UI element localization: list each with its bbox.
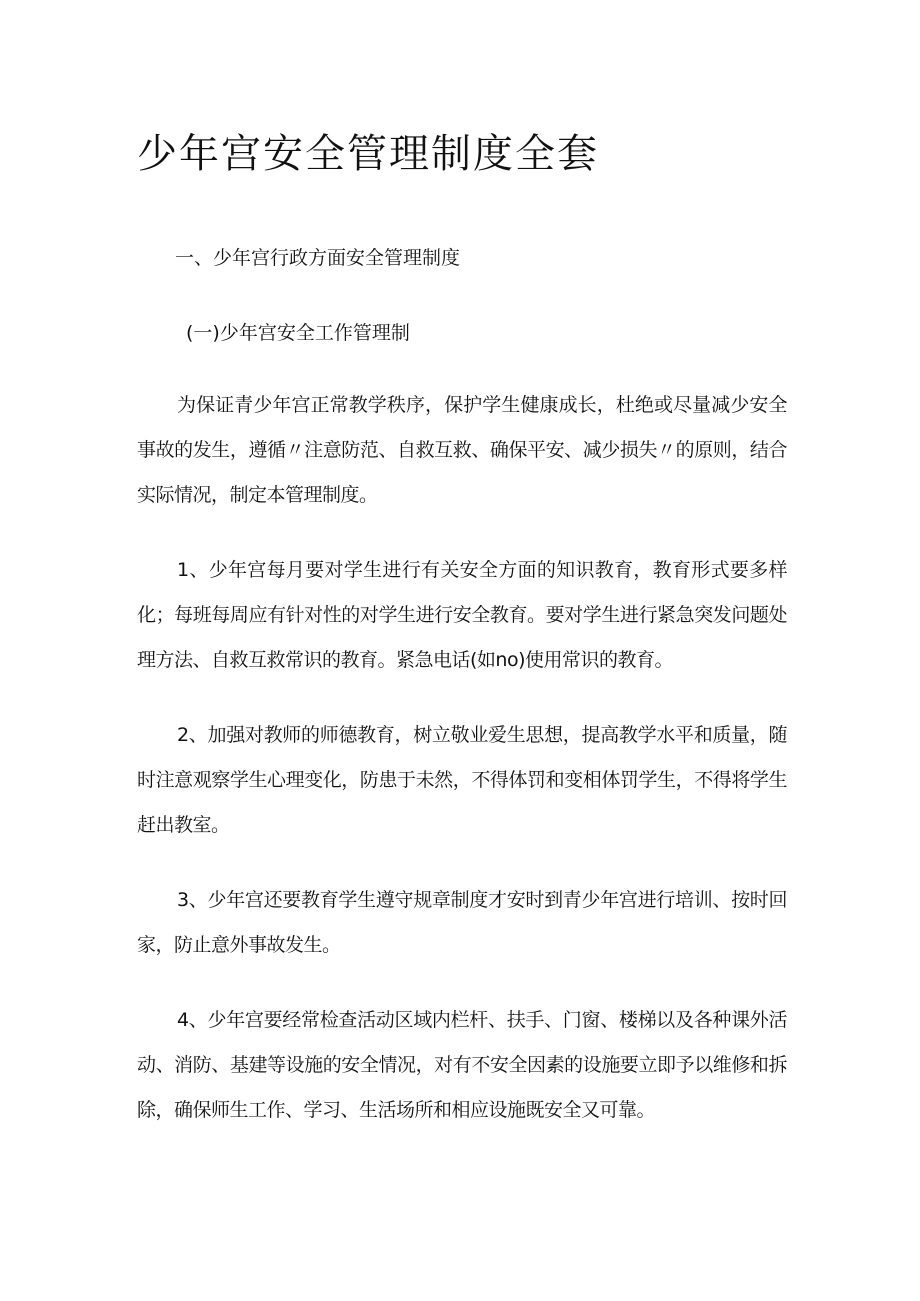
subsection-heading: (一)少年宫安全工作管理制 xyxy=(186,322,410,344)
rule-paragraph-2: 2、加强对教师的师德教育，树立敬业爱生思想，提高教学水平和质量，随时注意观察学生心理变化，防患于未然，不得体罚和变相体罚学生，不得将学生赶出教室。 xyxy=(137,724,787,836)
document-title: 少年宫安全管理制度全套 xyxy=(137,131,599,177)
rule-paragraph-1: 1、少年宫每月要对学生进行有关安全方面的知识教育，教育形式要多样化；每班每周应有针对性的对学生进行安全教育。要对学生进行紧急突发问题处理方法、自救互救常识的教育。紧急电话(如no)使用常识的教育。 xyxy=(137,559,787,671)
rule-paragraph-4: 4、少年宫要经常检查活动区域内栏杆、扶手、门窗、楼梯以及各种课外活动、消防、基建等设施的安全情况，对有不安全因素的设施要立即予以维修和拆除，确保师生工作、学习、生活场所和相应设施既安全又可靠。 xyxy=(137,1009,787,1121)
section-heading: 一、少年宫行政方面安全管理制度 xyxy=(175,247,461,269)
intro-paragraph: 为保证青少年宫正常教学秩序，保护学生健康成长，杜绝或尽量减少安全事故的发生，遵循〃注意防范、自救互救、确保平安、减少损失〃的原则，结合实际情况，制定本管理制度。 xyxy=(137,394,787,506)
rule-paragraph-3: 3、少年宫还要教育学生遵守规章制度才安时到青少年宫进行培训、按时回家，防止意外事故发生。 xyxy=(137,889,787,956)
